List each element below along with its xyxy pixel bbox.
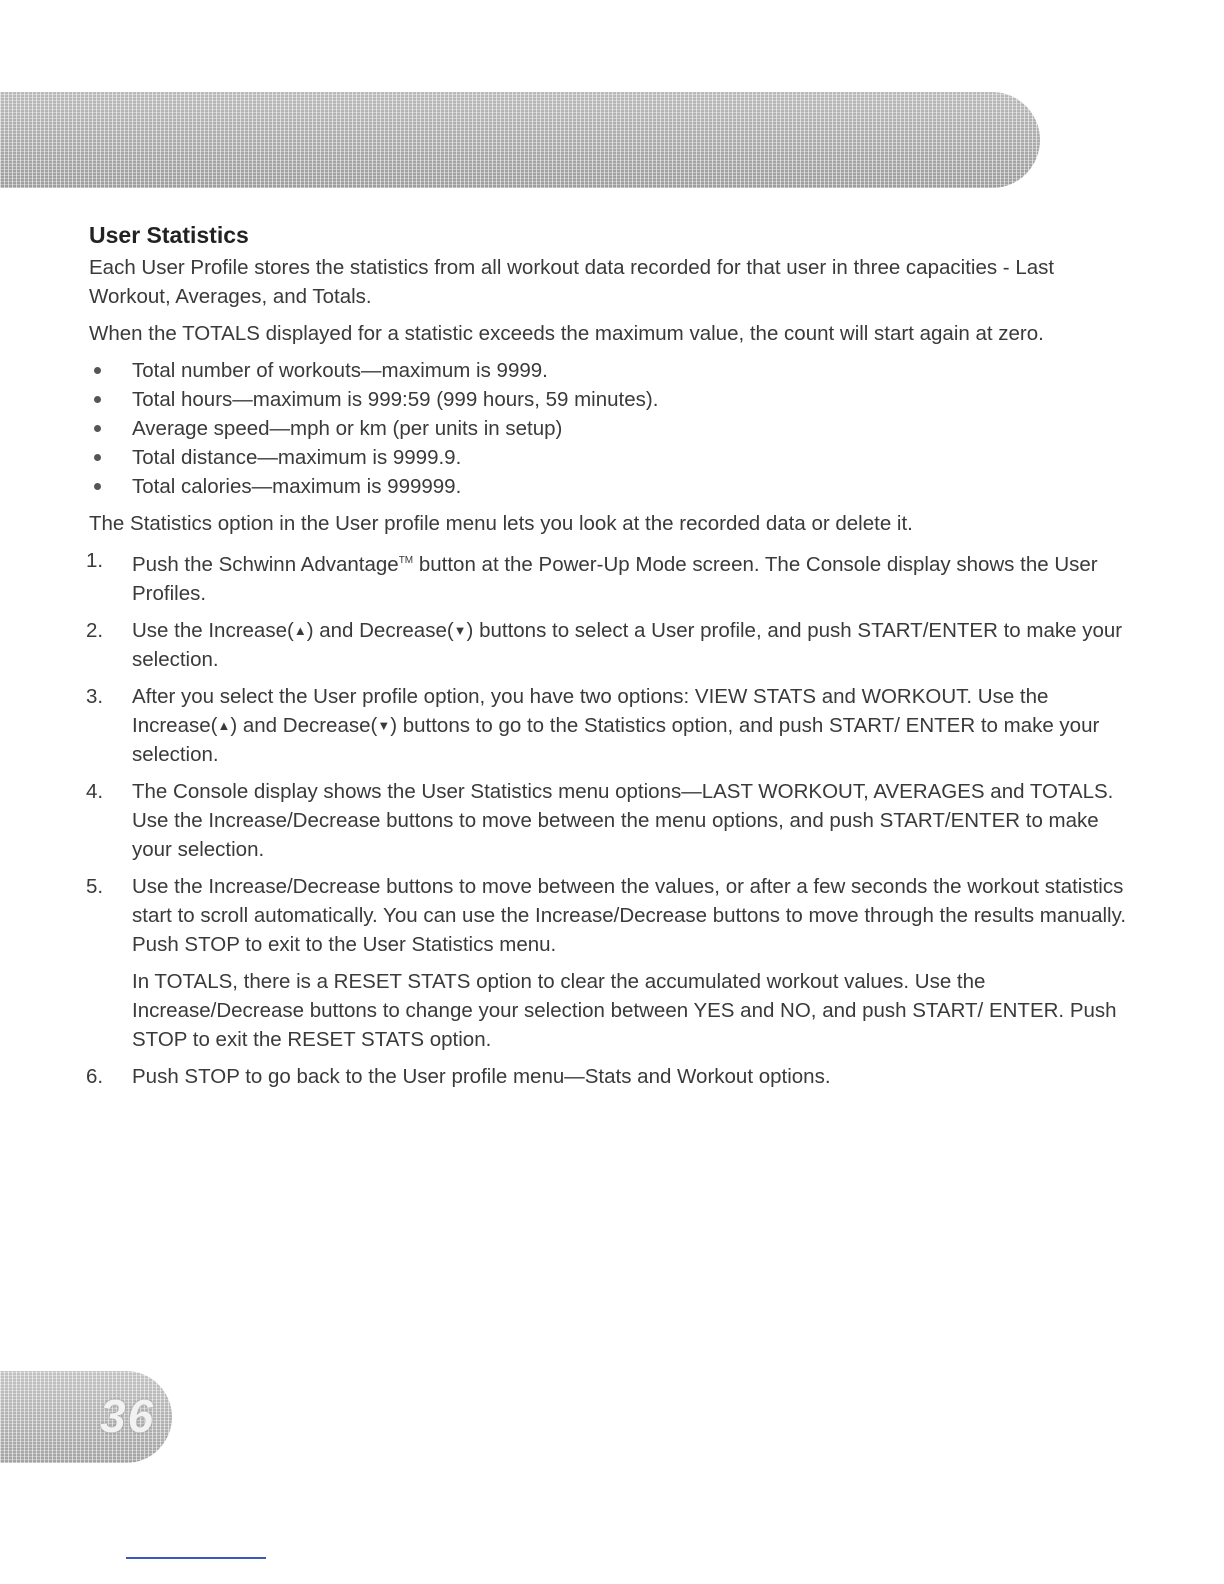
bullet-icon bbox=[94, 425, 101, 432]
step-item bbox=[86, 682, 1129, 769]
intro-paragraph: Each User Profile stores the statistics from all workout data recorded for that user in three capacities - Last Workout, Averages, and Totals. bbox=[89, 256, 1055, 308]
step-text: button at the Power-Up Mode screen. The Console display shows the User Profiles. bbox=[132, 553, 1098, 605]
step-item bbox=[86, 777, 1129, 864]
step-item bbox=[86, 546, 1129, 608]
up-triangle-icon: ▲ bbox=[217, 718, 231, 733]
totals-note-paragraph: When the TOTALS displayed for a statistic exceeds the maximum value, the count will start again at zero. bbox=[89, 322, 1044, 345]
list-item-text: Total distance—maximum is 9999.9. bbox=[132, 446, 462, 469]
step-number: 6. bbox=[86, 1065, 104, 1088]
down-triangle-icon: ▼ bbox=[377, 718, 391, 733]
step-number: 3. bbox=[86, 685, 104, 708]
step-number: 1. bbox=[86, 549, 104, 572]
bullet-icon bbox=[94, 396, 101, 403]
up-triangle-icon: ▲ bbox=[293, 623, 307, 638]
step-text: ) and Decrease( bbox=[306, 619, 454, 642]
step-item bbox=[86, 616, 1129, 674]
steps-list bbox=[86, 546, 1129, 1091]
list-item-text: Total number of workouts—maximum is 9999. bbox=[132, 359, 548, 382]
step-text: Use the Increase( bbox=[132, 619, 294, 642]
bullet-icon bbox=[94, 483, 101, 490]
step-number: 2. bbox=[86, 619, 104, 642]
header-band bbox=[0, 92, 1040, 188]
page-content bbox=[86, 222, 1129, 1099]
list-item bbox=[89, 443, 1129, 472]
list-item bbox=[89, 414, 1129, 443]
step-text: Use the Increase/Decrease buttons to move between the values, or after a few seconds the workout statistics start to scroll automatically. You can use the Increase/Decrease buttons to move through the results manually. Push STOP to exit to the User Statistics menu. bbox=[132, 875, 1127, 956]
statistics-option-paragraph: The Statistics option in the User profile menu lets you look at the recorded data or delete it. bbox=[89, 512, 913, 535]
trademark-mark: TM bbox=[398, 555, 414, 566]
list-item bbox=[89, 385, 1129, 414]
bullet-icon bbox=[94, 454, 101, 461]
step-number: 4. bbox=[86, 780, 104, 803]
list-item-text: Average speed—mph or km (per units in setup) bbox=[132, 417, 563, 440]
section-title: User Statistics bbox=[89, 222, 249, 248]
list-item-text: Total calories—maximum is 999999. bbox=[132, 475, 462, 498]
step-subparagraph: In TOTALS, there is a RESET STATS option to clear the accumulated workout values. Use the Increase/Decrease buttons to change your selection between YES and NO, and push START/ ENTER. Push STOP to exit the RESET STATS option. bbox=[132, 970, 1117, 1051]
page-number-badge bbox=[0, 1371, 172, 1463]
step-text: The Console display shows the User Statistics menu options—LAST WORKOUT, AVERAGES and TOTALS. Use the Increase/Decrease buttons to move between the menu options, and push START/ENTER to make your selection. bbox=[132, 780, 1114, 861]
step-item bbox=[86, 872, 1129, 1054]
down-triangle-icon: ▼ bbox=[453, 623, 467, 638]
step-text: ) buttons to select a User profile, and push START/ENTER to make your selection. bbox=[132, 619, 1123, 671]
step-text: Push STOP to go back to the User profile menu—Stats and Workout options. bbox=[132, 1065, 831, 1088]
list-item bbox=[89, 356, 1129, 385]
step-number: 5. bbox=[86, 875, 104, 898]
statistics-list bbox=[89, 356, 1129, 501]
bullet-icon bbox=[94, 367, 101, 374]
list-item-text: Total hours—maximum is 999:59 (999 hours, 59 minutes). bbox=[132, 388, 659, 411]
step-text: ) and Decrease( bbox=[230, 714, 378, 737]
list-item bbox=[89, 472, 1129, 501]
page-number: 36 bbox=[100, 1390, 156, 1442]
step-text: After you select the User profile option, you have two options: VIEW STATS and WORKOUT. Use the Increase( bbox=[132, 685, 1049, 737]
footer-rule bbox=[126, 1557, 266, 1559]
step-text: ) buttons to go to the Statistics option, and push START/ ENTER to make your selection. bbox=[132, 714, 1100, 766]
step-item bbox=[86, 1062, 1129, 1091]
step-text: Push the Schwinn Advantage bbox=[132, 553, 399, 576]
